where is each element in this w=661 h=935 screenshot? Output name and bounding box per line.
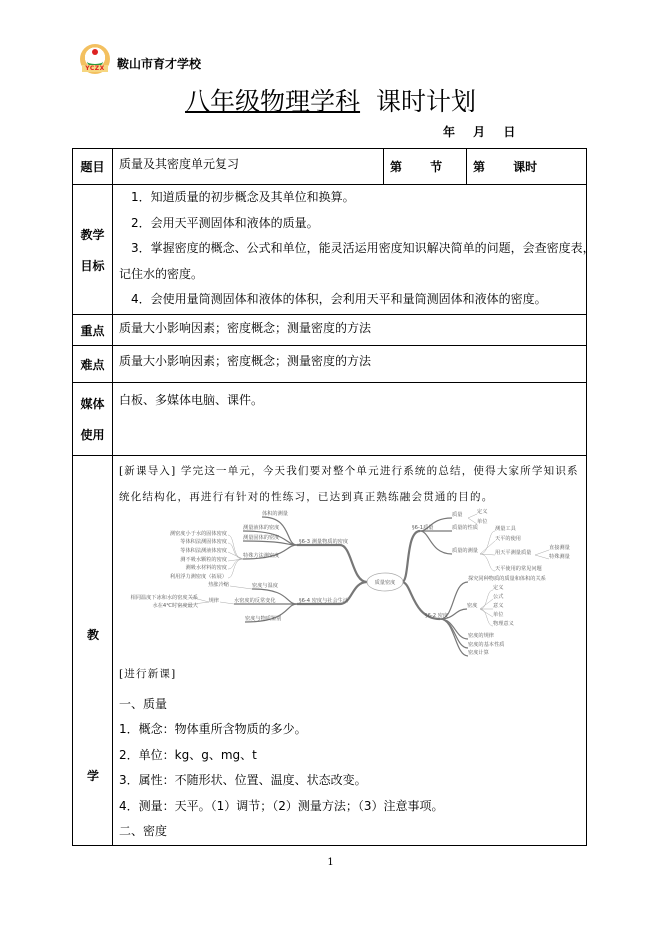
body-line: [进行新课] bbox=[119, 668, 177, 680]
key-point-value: 质量大小影响因素；密度概念；测量密度的方法 bbox=[113, 315, 587, 346]
mm-node: 质量的性质 bbox=[452, 525, 478, 531]
body-line: 二、密度 bbox=[119, 824, 168, 838]
mm-leaf: 等体积法测液体密度 bbox=[180, 548, 227, 554]
media-value: 白板、多媒体电脑、课件。 bbox=[113, 383, 587, 456]
mm-branch: §6-4 密度与社会生活 bbox=[299, 598, 349, 604]
mm-leaf: 定义 bbox=[493, 585, 504, 591]
section-field: 第 节 bbox=[384, 149, 467, 185]
mm-node: 特殊方法测密度 bbox=[243, 553, 280, 559]
mm-branch: §6-1质量 bbox=[412, 525, 434, 531]
difficulty-label: 难点 bbox=[73, 346, 113, 383]
mm-leaf: 物理意义 bbox=[493, 621, 514, 627]
lesson-plan-table bbox=[72, 148, 595, 846]
mm-branch: §6-3 测量物质的密度 bbox=[299, 539, 349, 545]
mm-leaf: 相同温度下冰和水的密度关系 bbox=[130, 595, 198, 601]
mm-leaf: 天平使用的常见问题 bbox=[495, 566, 542, 572]
mm-node: 密度的规律 bbox=[468, 633, 494, 639]
mm-leaf: 测量工具 bbox=[495, 526, 516, 532]
mm-leaf: 单位 bbox=[477, 519, 488, 525]
goal-item: 3．掌握密度的概念、公式和单位，能灵活运用密度知识解决简单的问题，会查密度表， bbox=[131, 241, 595, 255]
mm-node: 质量 bbox=[452, 512, 463, 518]
mm-leaf: 水在4℃时密度最大 bbox=[152, 603, 198, 609]
goal-item: 记住水的密度。 bbox=[119, 266, 204, 281]
mm-node: 密度与物质鉴别 bbox=[245, 616, 282, 622]
mind-map bbox=[115, 505, 590, 665]
mm-leaf: 等体积法测固体密度 bbox=[180, 539, 227, 545]
date-line: 年 月 日 bbox=[443, 125, 516, 139]
school-name: 鞍山市育才学校 bbox=[117, 57, 202, 71]
page-number: 1 bbox=[327, 857, 334, 868]
mm-leaf: 测吸水材料的密度 bbox=[185, 565, 227, 571]
body-line: 3．属性：不随形状、位置、温度、状态改变。 bbox=[119, 773, 367, 787]
body-line: 2．单位：kg、g、mg、t bbox=[119, 747, 257, 762]
subject-title: 八年级物理学科 bbox=[185, 87, 361, 116]
mm-leaf: 规律 bbox=[208, 598, 219, 604]
mm-node: 质量的测量 bbox=[452, 548, 478, 554]
mm-leaf: 热胀冷缩 bbox=[208, 582, 229, 588]
difficulty-value: 质量大小影响因素；密度概念；测量密度的方法 bbox=[113, 346, 587, 383]
mm-node: 密度 bbox=[467, 603, 478, 609]
mm-node: 体积的测量 bbox=[262, 511, 288, 517]
period-field: 第 课时 bbox=[467, 149, 587, 185]
mm-node: 水密度的反常变化 bbox=[234, 598, 276, 604]
mm-leaf: 测密度小于水的固体密度 bbox=[169, 531, 227, 537]
mm-leaf: 单位 bbox=[493, 612, 504, 618]
body-line: 1．概念：物体重所含物质的多少。 bbox=[119, 722, 307, 736]
mm-branch: §6-2 密度 bbox=[425, 613, 449, 619]
goal-item: 1．知道质量的初步概念及其单位和换算。 bbox=[131, 190, 355, 204]
mm-node: 测量液体的密度 bbox=[243, 525, 280, 531]
goals-list bbox=[113, 185, 595, 315]
teaching-label: 教 学 bbox=[73, 456, 113, 846]
mm-leaf: 直接测量 bbox=[549, 545, 570, 551]
mm-leaf: 利用浮力测密度（拓展） bbox=[169, 574, 227, 580]
mm-leaf: 意义 bbox=[493, 603, 504, 609]
mm-node: 测量固体的密度 bbox=[243, 535, 280, 541]
intro-text: [新课导入] 学完这一单元，今天我们要对整个单元进行系统的总结，使得大家所学知识系 统化结构化，再进行有针对的性练习，已达到真正熟练融会贯通的目的。 bbox=[119, 465, 579, 503]
media-label: 媒体 使用 bbox=[73, 383, 113, 456]
body-line: 一、质量 bbox=[119, 696, 168, 711]
mm-node: 密度与温度 bbox=[252, 583, 278, 589]
mm-leaf: 定义 bbox=[477, 509, 488, 515]
school-logo: YCZX bbox=[80, 44, 110, 74]
mm-leaf: 特殊测量 bbox=[549, 554, 570, 560]
mm-node: 探究同种物质的质量和体积的关系 bbox=[468, 576, 546, 582]
lesson-body bbox=[119, 662, 444, 845]
key-point-label: 重点 bbox=[73, 315, 113, 346]
mm-node: 密度的基本性质 bbox=[468, 642, 505, 648]
body-line: 4．测量：天平。（1）调节；（2）测量方法；（3）注意事项。 bbox=[119, 798, 444, 813]
mm-leaf: 天平的使用 bbox=[495, 536, 521, 542]
goal-item: 4．会使用量筒测固体和液体的体积，会利用天平和量筒测固体和液体的密度。 bbox=[131, 292, 547, 306]
topic-label: 题目 bbox=[73, 149, 113, 185]
mm-leaf: 公式 bbox=[493, 594, 504, 600]
mm-leaf: 用天平测量质量 bbox=[495, 550, 532, 556]
plan-title: 课时计划 bbox=[375, 87, 476, 116]
goal-item: 2．会用天平测固体和液体的质量。 bbox=[131, 215, 319, 230]
mm-center: 质量密度 bbox=[374, 580, 396, 586]
page-title bbox=[0, 82, 661, 118]
topic-value: 质量及其密度单元复习 bbox=[113, 149, 384, 185]
goals-label: 教学 目标 bbox=[73, 185, 113, 315]
mm-leaf: 测不吸水颗粒的密度 bbox=[180, 557, 227, 563]
mm-node: 密度计算 bbox=[468, 650, 489, 656]
